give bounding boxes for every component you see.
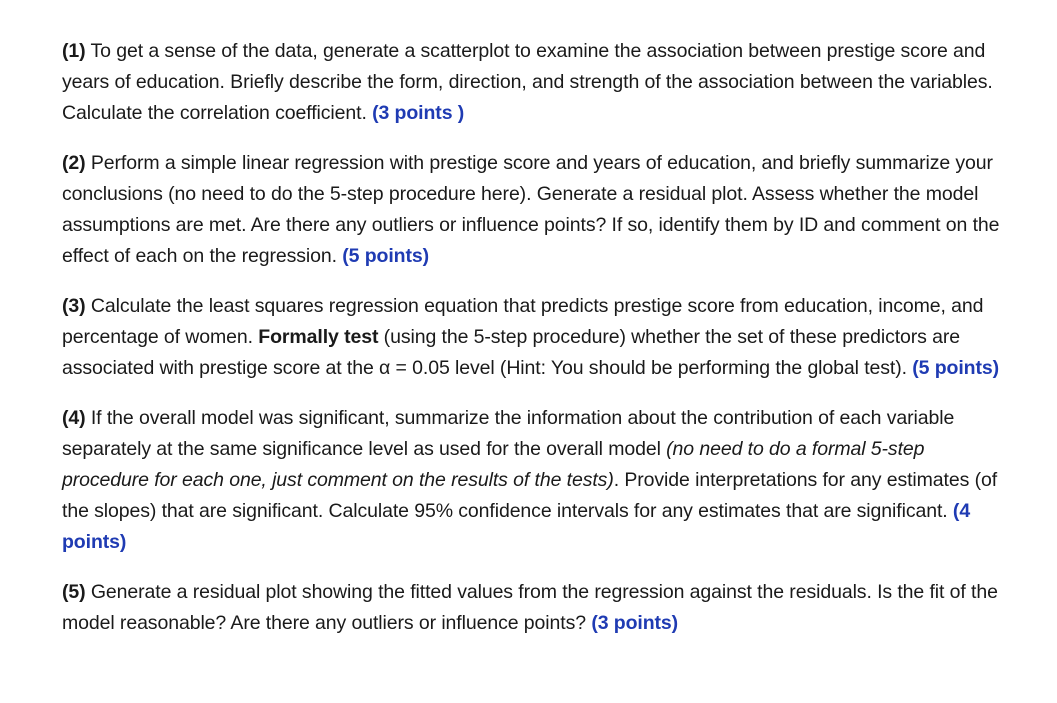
question-1 <box>62 36 1007 129</box>
points-label: (3 points) <box>591 612 679 634</box>
italic-phrase: (no need to do a formal 5-step procedure for each one, just comment on the results of the tests) <box>62 438 925 491</box>
question-number: (4) <box>62 407 86 429</box>
bold-phrase: Formally test <box>258 326 379 348</box>
question-text: Perform a simple linear regression with prestige score and years of education, and briefly summarize your conclusions (no need to do the 5-step procedure here). Generate a residual plot. Assess whether the model assumptions are met. Are there any outliers or influence points? If so, identify them by ID and comment on the effect of each on the regression. <box>62 152 1000 267</box>
question-4 <box>62 403 1007 558</box>
question-number: (2) <box>62 152 86 174</box>
points-label: (3 points ) <box>372 102 465 124</box>
points-label: (4 points) <box>62 500 971 553</box>
assignment-document <box>62 36 1007 658</box>
question-5 <box>62 577 1007 639</box>
question-text-before: Calculate the least squares regression equation that predicts prestige score from education, income, and percentage of women. <box>62 295 984 348</box>
question-3 <box>62 291 1007 384</box>
question-2 <box>62 148 1007 272</box>
question-text: Generate a residual plot showing the fitted values from the regression against the residuals. Is the fit of the model reasonable? Are there any outliers or influence points? <box>62 581 998 634</box>
points-label: (5 points) <box>912 357 1000 379</box>
question-text-after: (using the 5-step procedure) whether the set of these predictors are associated with prestige score at the α = 0.05 level (Hint: You should be performing the global test). <box>62 326 961 379</box>
question-number: (1) <box>62 40 86 62</box>
question-number: (3) <box>62 295 86 317</box>
question-number: (5) <box>62 581 86 603</box>
question-text-before: If the overall model was significant, summarize the information about the contribution of each variable separately at the same significance level as used for the overall model <box>62 407 955 460</box>
points-label: (5 points) <box>342 245 430 267</box>
question-text-after: . Provide interpretations for any estimates (of the slopes) that are significant. Calculate 95% confidence intervals for any estimates that are significant. <box>62 469 998 522</box>
question-text: To get a sense of the data, generate a scatterplot to examine the association between prestige score and years of education. Briefly describe the form, direction, and strength of the association between the variables. Calculate the correlation coefficient. <box>62 40 993 124</box>
